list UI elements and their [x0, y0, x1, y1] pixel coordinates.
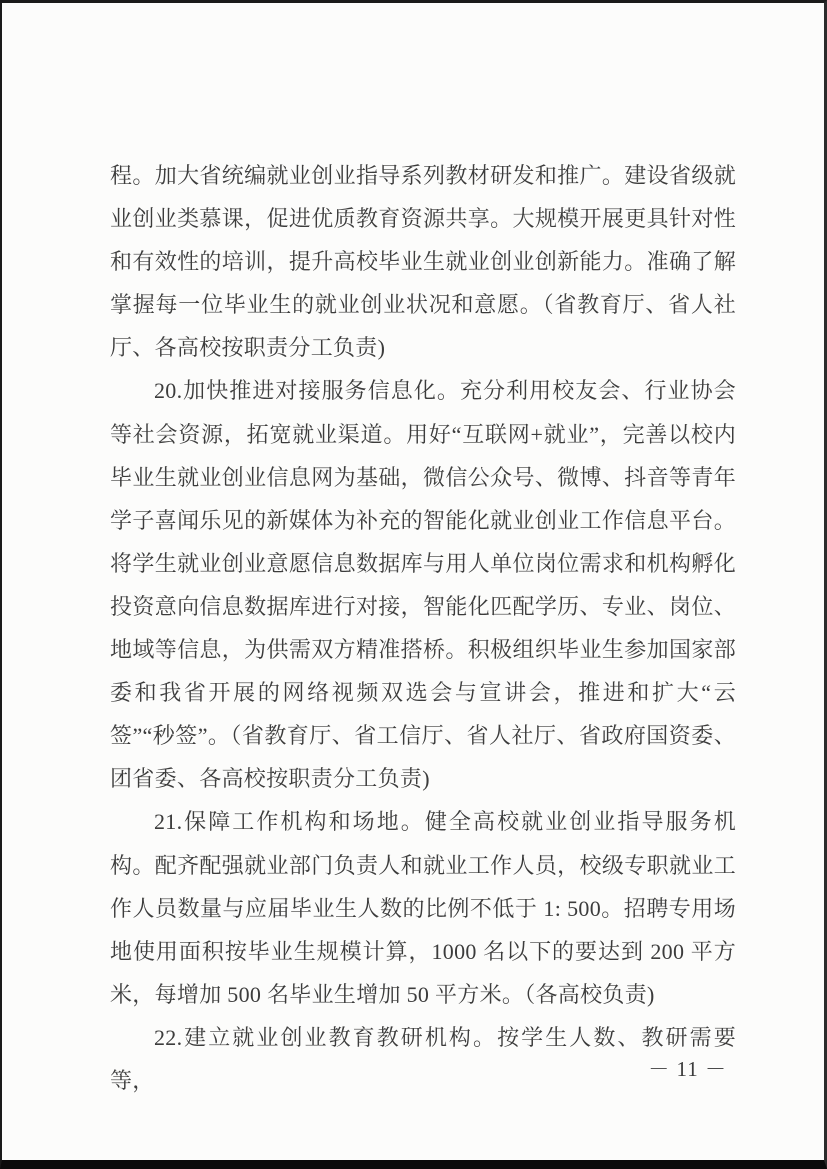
- paragraph-continuation: 程。加大省统编就业创业指导系列教材研发和推广。建设省级就业创业类慕课，促进优质教育资源共享。大规模开展更具针对性和有效性的培训，提升高校毕业生就业创业创新能力。准确了解掌握每一位毕业生的就业创业状况和意愿。（省教育厅、省人社厅、各高校按职责分工负责): [110, 163, 736, 361]
- paragraph-item-20: 20.加快推进对接服务信息化。充分利用校友会、行业协会等社会资源，拓宽就业渠道。用好“互联网+就业”，完善以校内毕业生就业创业信息网为基础，微信公众号、微博、抖音等青年学子喜闻乐见的新媒体为补充的智能化就业创业工作信息平台。将学生就业创业意愿信息数据库与用人单位岗位需求和机构孵化投资意向信息数据库进行对接，智能化匹配学历、专业、岗位、地域等信息，为供需双方精准搭桥。积极组织毕业生参加国家部委和我省开展的网络视频双选会与宣讲会，推进和扩大“云签”“秒签”。（省教育厅、省工信厅、省人社厅、省政府国资委、团省委、各高校按职责分工负责): [110, 378, 736, 792]
- document-body: [110, 154, 736, 1102]
- paragraph-item-21: 21.保障工作机构和场地。健全高校就业创业指导服务机构。配齐配强就业部门负责人和就业工作人员，校级专职就业工作人员数量与应届毕业生人数的比例不低于 1: 500。招聘专用场地使用面积按毕业生规模计算，1000 名以下的要达到 200 平方米，每增加 500 名毕业生增加 50 平方米。（各高校负责): [110, 809, 736, 1007]
- page-number: － 11 －: [648, 1057, 727, 1081]
- paragraph-item-22: 22.建立就业创业教育教研机构。按学生人数、教研需要等，: [110, 1024, 736, 1093]
